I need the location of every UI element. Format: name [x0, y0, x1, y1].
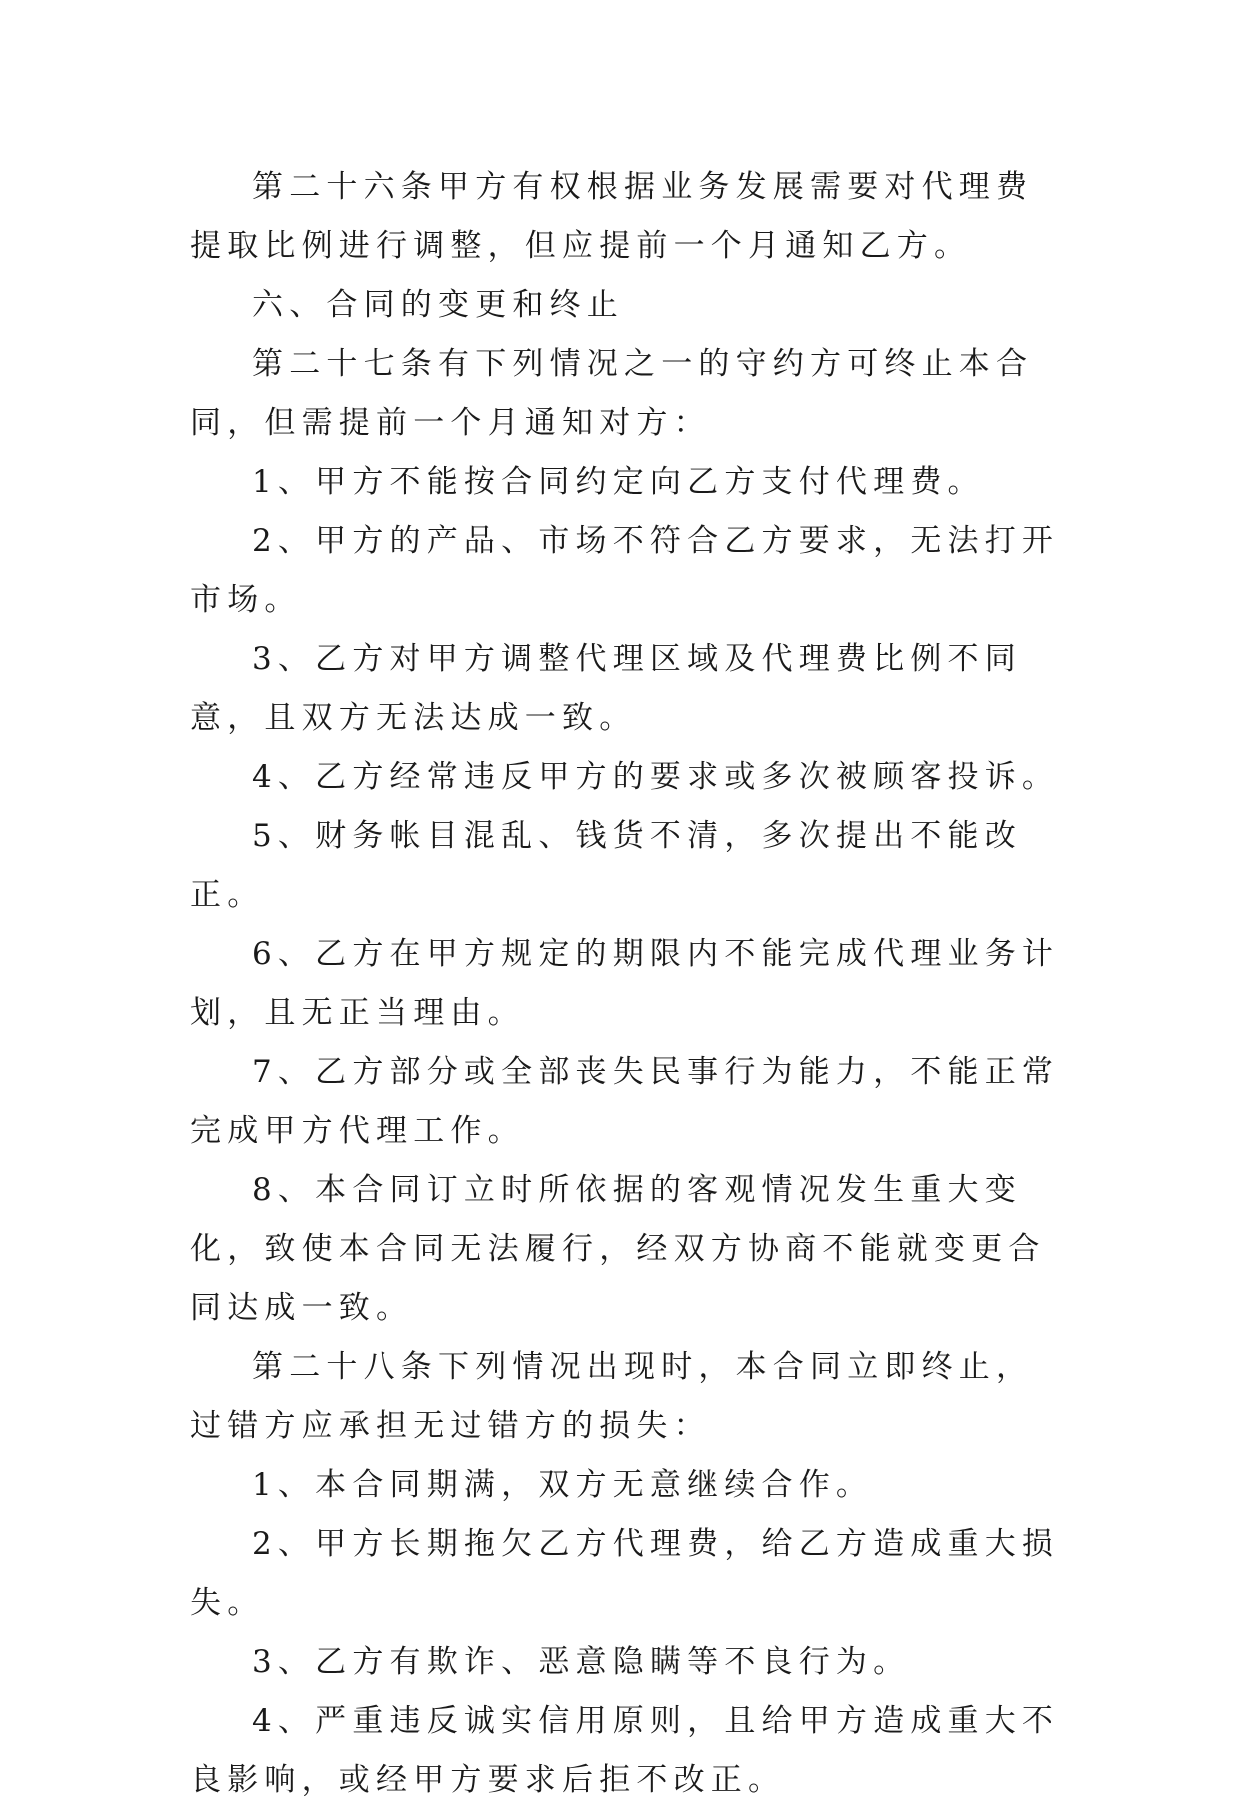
list-item-27-7: 7、乙方部分或全部丧失民事行为能力，不能正常完成甲方代理工作。: [190, 1054, 1060, 1149]
list-item-27-1: 1、甲方不能按合同约定向乙方支付代理费。: [252, 464, 985, 500]
list-item-28-3: 3、乙方有欺诈、恶意隐瞒等不良行为。: [252, 1644, 911, 1680]
list-item-27-5: 5、财务帐目混乱、钱货不清，多次提出不能改正。: [190, 818, 1022, 913]
list-item-28-1: 1、本合同期满，双方无意继续合作。: [252, 1467, 874, 1503]
list-item-27-8: 8、本合同订立时所依据的客观情况发生重大变化，致使本合同无法履行，经双方协商不能就变更合同达成一致。: [190, 1172, 1046, 1326]
list-item-27-4: 4、乙方经常违反甲方的要求或多次被顾客投诉。: [252, 759, 1060, 795]
section-heading-contract-change: 六、合同的变更和终止: [252, 287, 624, 323]
paragraph-article-27: 第二十七条有下列情况之一的守约方可终止本合同，但需提前一个月通知对方：: [190, 346, 1034, 441]
list-item-27-3: 3、乙方对甲方调整代理区域及代理费比例不同意，且双方无法达成一致。: [190, 641, 1022, 736]
document-body: [190, 158, 1060, 1810]
list-item-27-6: 6、乙方在甲方规定的期限内不能完成代理业务计划，且无正当理由。: [190, 936, 1060, 1031]
list-item-28-4: 4、严重违反诚实信用原则，且给甲方造成重大不良影响，或经甲方要求后拒不改正。: [190, 1703, 1060, 1798]
list-item-27-2: 2、甲方的产品、市场不符合乙方要求，无法打开市场。: [190, 523, 1060, 618]
paragraph-article-28: 第二十八条下列情况出现时，本合同立即终止，过错方应承担无过错方的损失：: [190, 1349, 1034, 1444]
paragraph-article-26: 第二十六条甲方有权根据业务发展需要对代理费提取比例进行调整，但应提前一个月通知乙方。: [190, 169, 1034, 264]
list-item-28-2: 2、甲方长期拖欠乙方代理费，给乙方造成重大损失。: [190, 1526, 1060, 1621]
